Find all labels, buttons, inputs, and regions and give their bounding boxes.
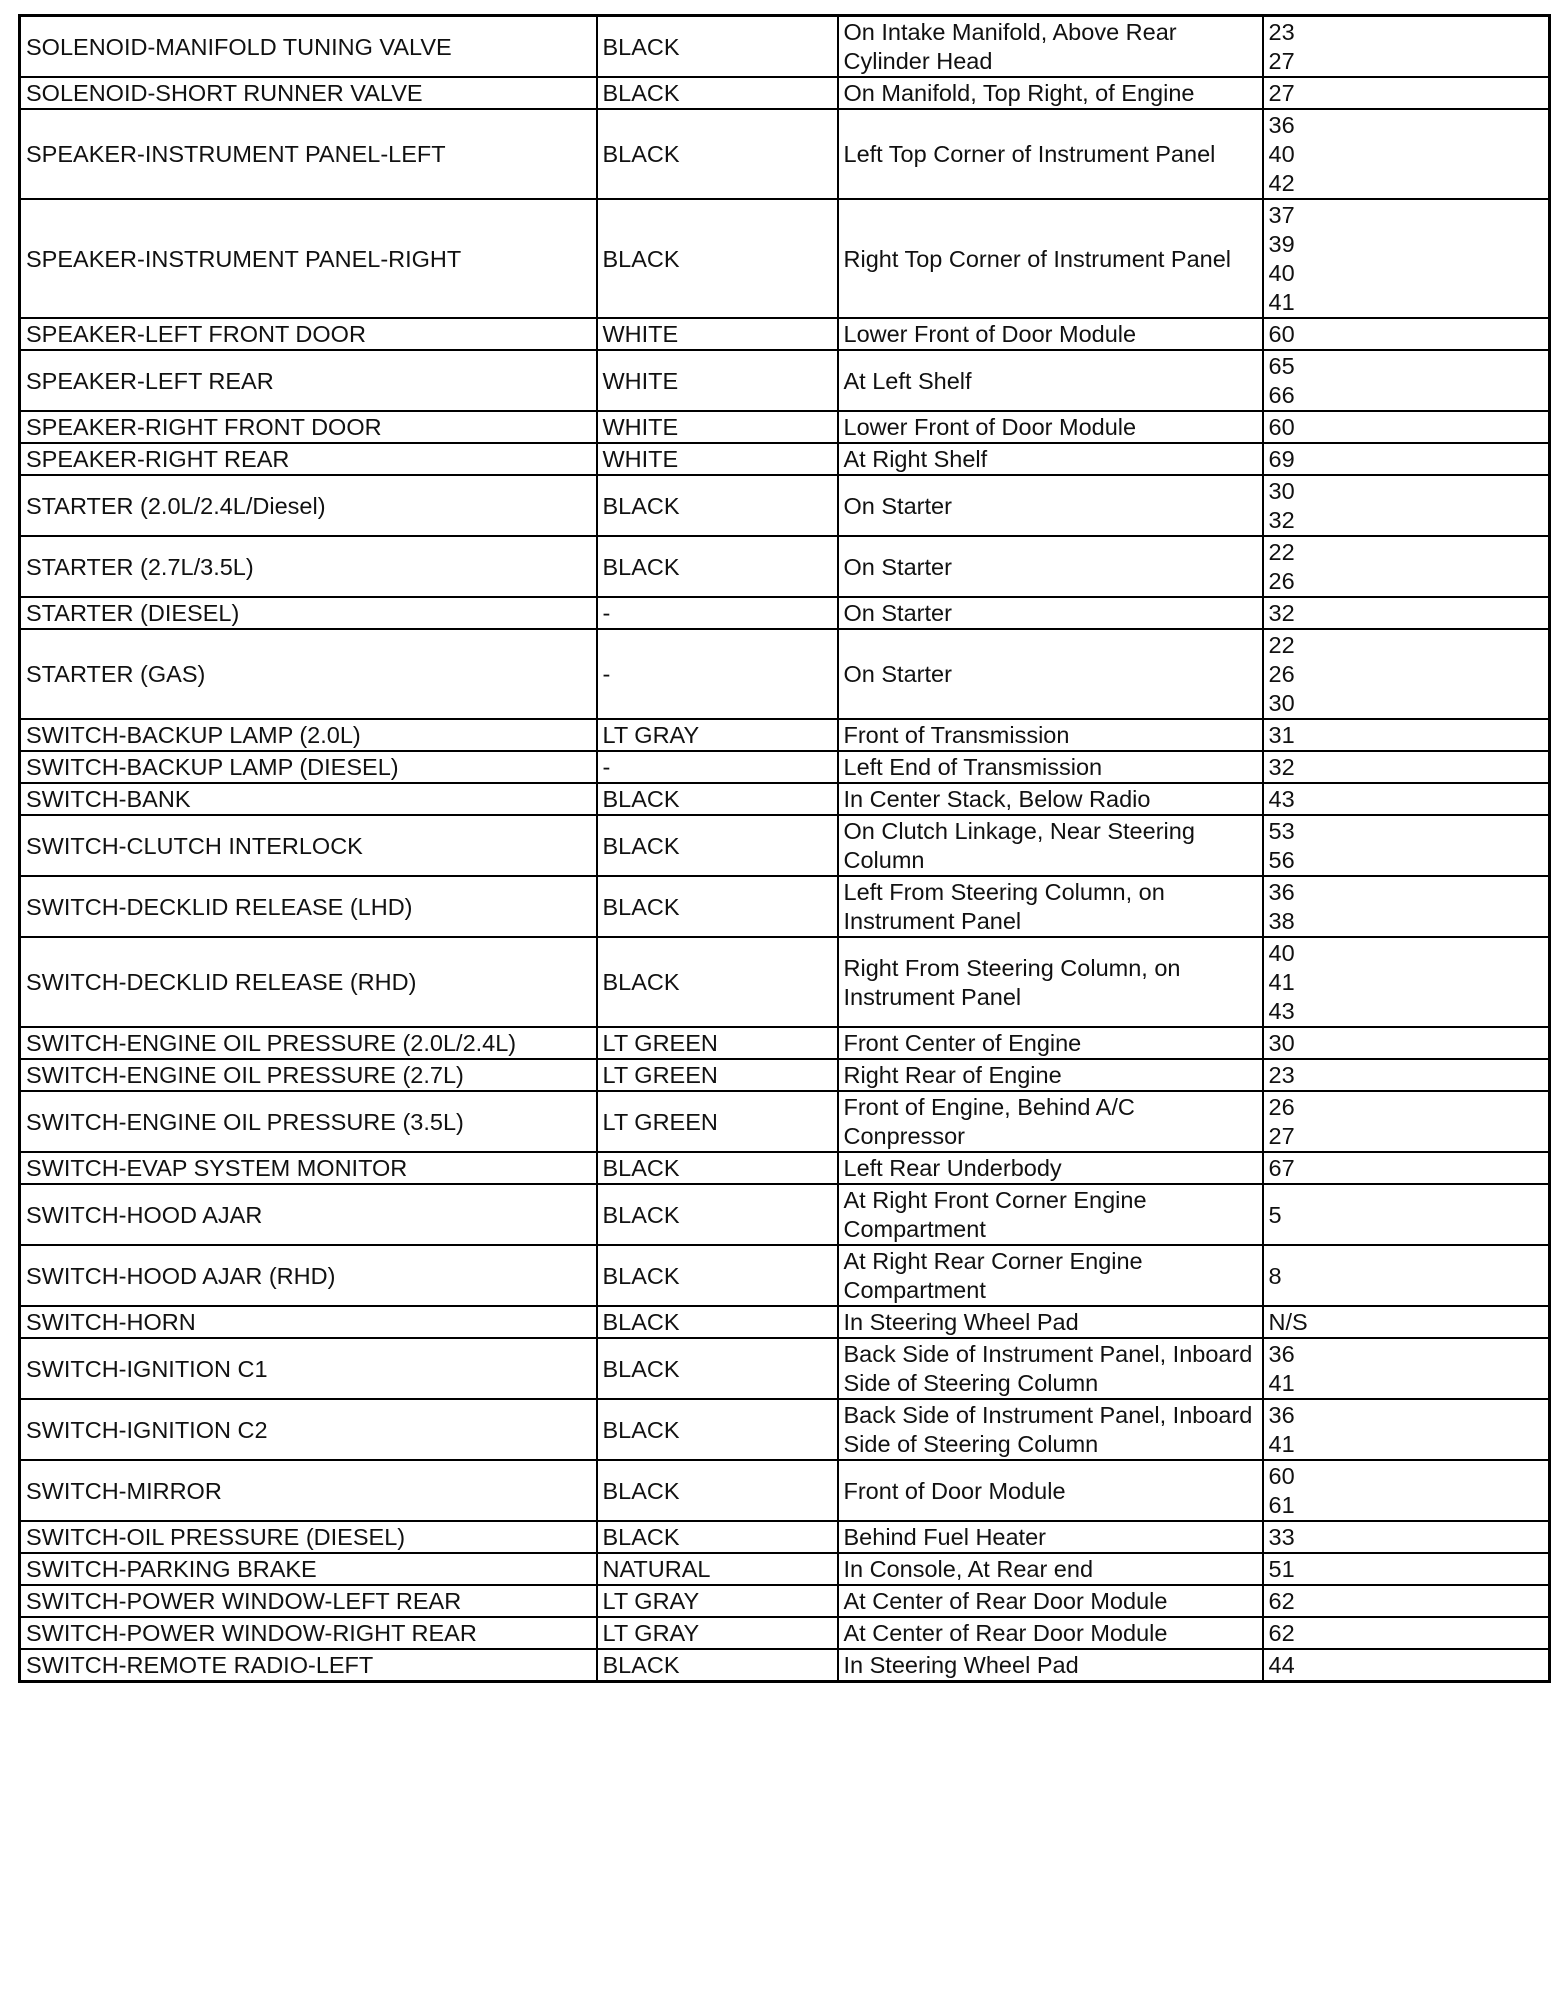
component-name-cell: SWITCH-REMOTE RADIO-LEFT: [20, 1649, 597, 1682]
component-name-cell: SWITCH-PARKING BRAKE: [20, 1553, 597, 1585]
location-cell: On Starter: [838, 536, 1263, 597]
figure-numbers-cell: 26 27: [1263, 1091, 1550, 1152]
location-cell: At Center of Rear Door Module: [838, 1585, 1263, 1617]
figure-numbers-cell: 40 41 43: [1263, 937, 1550, 1027]
table-row: [20, 597, 1550, 629]
table-row: [20, 77, 1550, 109]
figure-numbers-cell: 36 41: [1263, 1338, 1550, 1399]
location-cell: On Intake Manifold, Above Rear Cylinder Head: [838, 16, 1263, 78]
figure-numbers-cell: 27: [1263, 77, 1550, 109]
location-cell: Front of Engine, Behind A/C Conpressor: [838, 1091, 1263, 1152]
table-row: [20, 783, 1550, 815]
connector-color-cell: NATURAL: [597, 1553, 838, 1585]
connector-color-cell: BLACK: [597, 1338, 838, 1399]
connector-color-cell: LT GREEN: [597, 1059, 838, 1091]
location-cell: Front Center of Engine: [838, 1027, 1263, 1059]
component-name-cell: SPEAKER-INSTRUMENT PANEL-LEFT: [20, 109, 597, 199]
table-row: [20, 536, 1550, 597]
location-cell: Left Top Corner of Instrument Panel: [838, 109, 1263, 199]
location-cell: Right Top Corner of Instrument Panel: [838, 199, 1263, 318]
location-cell: In Steering Wheel Pad: [838, 1649, 1263, 1682]
table-row: [20, 1521, 1550, 1553]
location-cell: Back Side of Instrument Panel, Inboard Side of Steering Column: [838, 1399, 1263, 1460]
location-cell: On Starter: [838, 597, 1263, 629]
component-name-cell: SOLENOID-MANIFOLD TUNING VALVE: [20, 16, 597, 78]
component-name-cell: STARTER (2.7L/3.5L): [20, 536, 597, 597]
figure-numbers-cell: 60: [1263, 411, 1550, 443]
location-cell: Left Rear Underbody: [838, 1152, 1263, 1184]
component-name-cell: SWITCH-IGNITION C2: [20, 1399, 597, 1460]
connector-color-cell: BLACK: [597, 1460, 838, 1521]
figure-numbers-cell: N/S: [1263, 1306, 1550, 1338]
component-name-cell: SWITCH-ENGINE OIL PRESSURE (2.7L): [20, 1059, 597, 1091]
table-row: [20, 443, 1550, 475]
connector-color-cell: BLACK: [597, 475, 838, 536]
figure-numbers-cell: 5: [1263, 1184, 1550, 1245]
component-name-cell: SWITCH-EVAP SYSTEM MONITOR: [20, 1152, 597, 1184]
table-row: [20, 1460, 1550, 1521]
figure-numbers-cell: 23: [1263, 1059, 1550, 1091]
figure-numbers-cell: 36 38: [1263, 876, 1550, 937]
figure-numbers-cell: 22 26: [1263, 536, 1550, 597]
connector-color-cell: BLACK: [597, 1152, 838, 1184]
connector-color-cell: LT GREEN: [597, 1027, 838, 1059]
location-cell: On Manifold, Top Right, of Engine: [838, 77, 1263, 109]
table-row: [20, 199, 1550, 318]
component-name-cell: STARTER (2.0L/2.4L/Diesel): [20, 475, 597, 536]
location-cell: At Right Front Corner Engine Compartment: [838, 1184, 1263, 1245]
location-cell: At Right Rear Corner Engine Compartment: [838, 1245, 1263, 1306]
figure-numbers-cell: 65 66: [1263, 350, 1550, 411]
table-row: [20, 1027, 1550, 1059]
table-row: [20, 876, 1550, 937]
location-cell: Front of Door Module: [838, 1460, 1263, 1521]
component-name-cell: SWITCH-POWER WINDOW-RIGHT REAR: [20, 1617, 597, 1649]
component-name-cell: SWITCH-ENGINE OIL PRESSURE (3.5L): [20, 1091, 597, 1152]
component-name-cell: STARTER (DIESEL): [20, 597, 597, 629]
location-cell: On Starter: [838, 629, 1263, 719]
table-row: [20, 815, 1550, 876]
table-row: [20, 1585, 1550, 1617]
connector-color-cell: WHITE: [597, 350, 838, 411]
connector-color-cell: BLACK: [597, 1649, 838, 1682]
figure-numbers-cell: 22 26 30: [1263, 629, 1550, 719]
connector-color-cell: -: [597, 597, 838, 629]
connector-color-cell: BLACK: [597, 1245, 838, 1306]
figure-numbers-cell: 60: [1263, 318, 1550, 350]
location-cell: Right Rear of Engine: [838, 1059, 1263, 1091]
connector-color-cell: WHITE: [597, 411, 838, 443]
component-name-cell: SOLENOID-SHORT RUNNER VALVE: [20, 77, 597, 109]
component-name-cell: SPEAKER-RIGHT REAR: [20, 443, 597, 475]
table-row: [20, 1649, 1550, 1682]
figure-numbers-cell: 62: [1263, 1617, 1550, 1649]
figure-numbers-cell: 32: [1263, 597, 1550, 629]
figure-numbers-cell: 51: [1263, 1553, 1550, 1585]
connector-color-cell: BLACK: [597, 815, 838, 876]
figure-numbers-cell: 31: [1263, 719, 1550, 751]
table-row: [20, 719, 1550, 751]
table-row: [20, 411, 1550, 443]
connector-color-cell: LT GRAY: [597, 719, 838, 751]
table-row: [20, 350, 1550, 411]
location-cell: Back Side of Instrument Panel, Inboard Side of Steering Column: [838, 1338, 1263, 1399]
connector-color-cell: BLACK: [597, 536, 838, 597]
connector-color-cell: BLACK: [597, 77, 838, 109]
table-row: [20, 1091, 1550, 1152]
component-name-cell: SWITCH-CLUTCH INTERLOCK: [20, 815, 597, 876]
component-name-cell: SWITCH-ENGINE OIL PRESSURE (2.0L/2.4L): [20, 1027, 597, 1059]
location-cell: Front of Transmission: [838, 719, 1263, 751]
component-name-cell: SWITCH-DECKLID RELEASE (LHD): [20, 876, 597, 937]
location-cell: Left End of Transmission: [838, 751, 1263, 783]
table-row: [20, 1338, 1550, 1399]
table-row: [20, 475, 1550, 536]
table-row: [20, 629, 1550, 719]
location-cell: In Center Stack, Below Radio: [838, 783, 1263, 815]
connector-color-cell: LT GREEN: [597, 1091, 838, 1152]
connector-color-cell: BLACK: [597, 16, 838, 78]
location-cell: In Steering Wheel Pad: [838, 1306, 1263, 1338]
table-row: [20, 1617, 1550, 1649]
figure-numbers-cell: 53 56: [1263, 815, 1550, 876]
location-cell: At Center of Rear Door Module: [838, 1617, 1263, 1649]
table-row: [20, 1306, 1550, 1338]
connector-color-cell: BLACK: [597, 1521, 838, 1553]
figure-numbers-cell: 37 39 40 41: [1263, 199, 1550, 318]
figure-numbers-cell: 30: [1263, 1027, 1550, 1059]
component-name-cell: SWITCH-OIL PRESSURE (DIESEL): [20, 1521, 597, 1553]
table-row: [20, 318, 1550, 350]
figure-numbers-cell: 69: [1263, 443, 1550, 475]
connector-color-cell: WHITE: [597, 443, 838, 475]
figure-numbers-cell: 44: [1263, 1649, 1550, 1682]
figure-numbers-cell: 32: [1263, 751, 1550, 783]
figure-numbers-cell: 67: [1263, 1152, 1550, 1184]
figure-numbers-cell: 62: [1263, 1585, 1550, 1617]
table-body: [20, 16, 1550, 1682]
table-row: [20, 1152, 1550, 1184]
connector-color-cell: BLACK: [597, 1306, 838, 1338]
table-row: [20, 751, 1550, 783]
component-name-cell: SPEAKER-RIGHT FRONT DOOR: [20, 411, 597, 443]
component-name-cell: SPEAKER-INSTRUMENT PANEL-RIGHT: [20, 199, 597, 318]
component-name-cell: SPEAKER-LEFT FRONT DOOR: [20, 318, 597, 350]
figure-numbers-cell: 36 41: [1263, 1399, 1550, 1460]
location-cell: On Starter: [838, 475, 1263, 536]
component-name-cell: SWITCH-BANK: [20, 783, 597, 815]
component-name-cell: SWITCH-MIRROR: [20, 1460, 597, 1521]
table-row: [20, 1245, 1550, 1306]
location-cell: Behind Fuel Heater: [838, 1521, 1263, 1553]
location-cell: At Left Shelf: [838, 350, 1263, 411]
figure-numbers-cell: 33: [1263, 1521, 1550, 1553]
connector-location-table: [18, 14, 1551, 1683]
location-cell: At Right Shelf: [838, 443, 1263, 475]
location-cell: On Clutch Linkage, Near Steering Column: [838, 815, 1263, 876]
component-name-cell: SWITCH-HOOD AJAR: [20, 1184, 597, 1245]
figure-numbers-cell: 23 27: [1263, 16, 1550, 78]
connector-color-cell: BLACK: [597, 1184, 838, 1245]
table-row: [20, 16, 1550, 78]
component-name-cell: SWITCH-POWER WINDOW-LEFT REAR: [20, 1585, 597, 1617]
connector-color-cell: -: [597, 751, 838, 783]
connector-color-cell: LT GRAY: [597, 1617, 838, 1649]
component-name-cell: SWITCH-HORN: [20, 1306, 597, 1338]
component-name-cell: STARTER (GAS): [20, 629, 597, 719]
component-name-cell: SWITCH-BACKUP LAMP (2.0L): [20, 719, 597, 751]
component-name-cell: SWITCH-BACKUP LAMP (DIESEL): [20, 751, 597, 783]
component-name-cell: SWITCH-HOOD AJAR (RHD): [20, 1245, 597, 1306]
location-cell: Right From Steering Column, on Instrument Panel: [838, 937, 1263, 1027]
connector-color-cell: BLACK: [597, 1399, 838, 1460]
connector-color-cell: BLACK: [597, 876, 838, 937]
connector-color-cell: BLACK: [597, 937, 838, 1027]
figure-numbers-cell: 8: [1263, 1245, 1550, 1306]
table-row: [20, 109, 1550, 199]
component-name-cell: SPEAKER-LEFT REAR: [20, 350, 597, 411]
table-row: [20, 937, 1550, 1027]
table-row: [20, 1184, 1550, 1245]
connector-color-cell: -: [597, 629, 838, 719]
location-cell: In Console, At Rear end: [838, 1553, 1263, 1585]
figure-numbers-cell: 30 32: [1263, 475, 1550, 536]
location-cell: Lower Front of Door Module: [838, 318, 1263, 350]
connector-color-cell: BLACK: [597, 199, 838, 318]
connector-color-cell: BLACK: [597, 109, 838, 199]
connector-color-cell: BLACK: [597, 783, 838, 815]
component-name-cell: SWITCH-IGNITION C1: [20, 1338, 597, 1399]
connector-color-cell: LT GRAY: [597, 1585, 838, 1617]
connector-color-cell: WHITE: [597, 318, 838, 350]
location-cell: Lower Front of Door Module: [838, 411, 1263, 443]
table-row: [20, 1553, 1550, 1585]
figure-numbers-cell: 60 61: [1263, 1460, 1550, 1521]
table-row: [20, 1399, 1550, 1460]
table-row: [20, 1059, 1550, 1091]
figure-numbers-cell: 36 40 42: [1263, 109, 1550, 199]
figure-numbers-cell: 43: [1263, 783, 1550, 815]
component-name-cell: SWITCH-DECKLID RELEASE (RHD): [20, 937, 597, 1027]
location-cell: Left From Steering Column, on Instrument Panel: [838, 876, 1263, 937]
